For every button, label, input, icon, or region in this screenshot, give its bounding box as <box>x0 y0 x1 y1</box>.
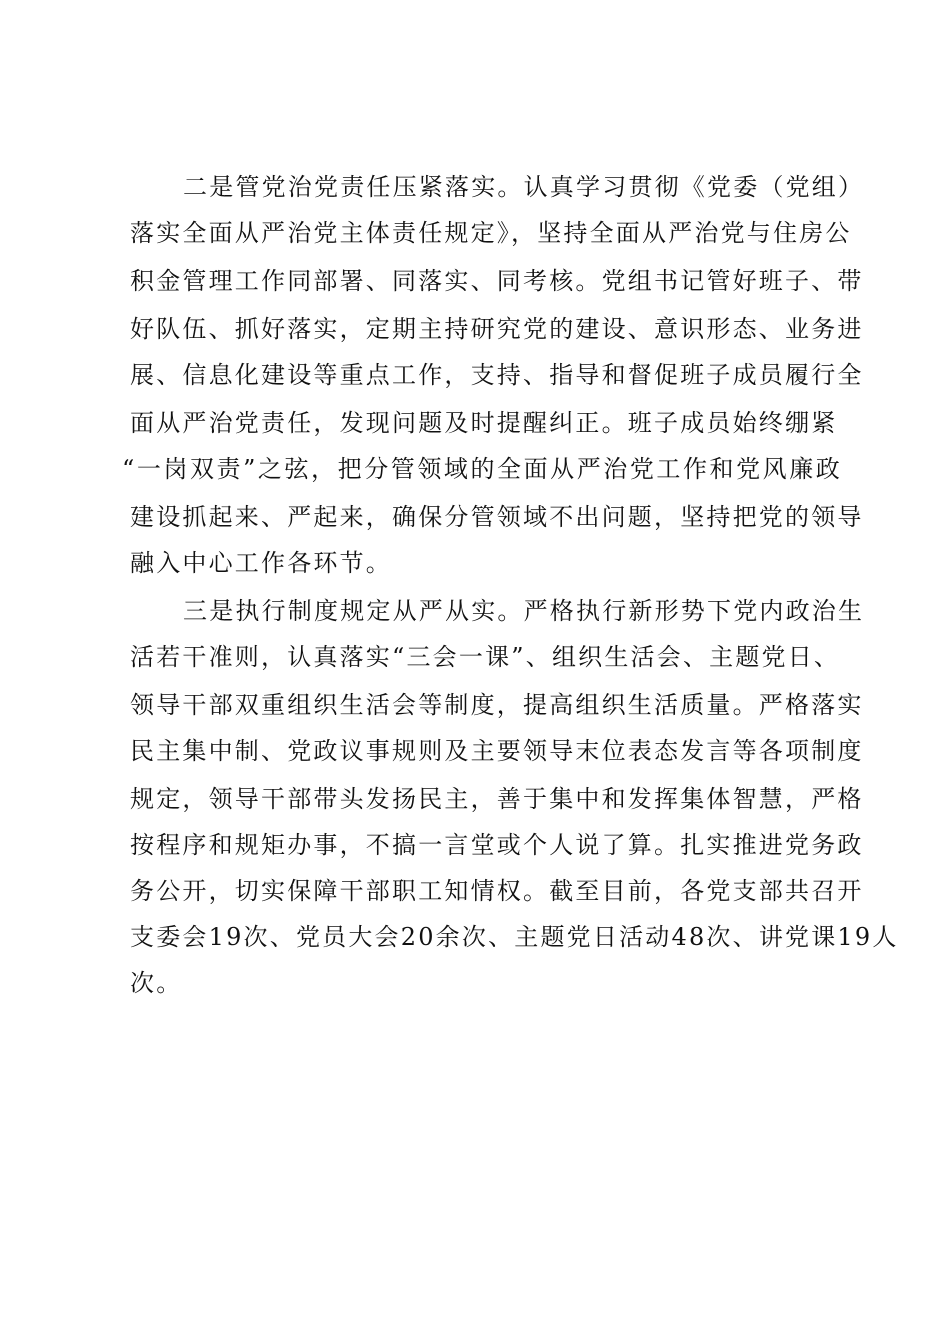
paragraph-1-line-9: 融入中心工作各环节。 <box>130 549 392 577</box>
paragraph-2-line-2: 活若干准则，认真落实“三会一课”、组织生活会、主题党日、 <box>130 643 841 671</box>
paragraph-1-line-5: 展、信息化建设等重点工作，支持、指导和督促班子成员履行全 <box>130 361 864 389</box>
paragraph-1-line-6: 面从严治党责任，发现问题及时提醒纠正。班子成员始终绷紧 <box>130 409 838 437</box>
paragraph-1-line-3: 积金管理工作同部署、同落实、同考核。党组书记管好班子、带 <box>130 267 864 295</box>
paragraph-1-line-2: 落实全面从严治党主体责任规定》，坚持全面从严治党与住房公 <box>130 219 852 247</box>
paragraph-2-line-6: 按程序和规矩办事，不搞一言堂或个人说了算。扎实推进党务政 <box>130 831 864 859</box>
paragraph-2-line-9: 次。 <box>130 969 183 997</box>
paragraph-2-line-7: 务公开，切实保障干部职工知情权。截至目前，各党支部共召开 <box>130 877 864 905</box>
paragraph-2-line-1: 三是执行制度规定从严从实。严格执行新形势下党内政治生 <box>183 597 865 625</box>
paragraph-1-line-1: 二是管党治党责任压紧落实。认真学习贯彻《党委（党组） <box>183 173 865 201</box>
paragraph-2-line-8: 支委会19次、党员大会20余次、主题党日活动48次、讲党课19人 <box>130 923 899 951</box>
paragraph-1-line-7: “一岗双责”之弦，把分管领域的全面从严治党工作和党风廉政 <box>122 455 842 483</box>
paragraph-2-line-5: 规定，领导干部带头发扬民主，善于集中和发挥集体智慧，严格 <box>130 785 864 813</box>
paragraph-2-line-3: 领导干部双重组织生活会等制度，提高组织生活质量。严格落实 <box>130 691 864 719</box>
paragraph-1-line-4: 好队伍、抓好落实，定期主持研究党的建设、意识形态、业务进 <box>130 315 864 343</box>
paragraph-2-line-4: 民主集中制、党政议事规则及主要领导末位表态发言等各项制度 <box>130 737 864 765</box>
paragraph-1-line-8: 建设抓起来、严起来，确保分管领域不出问题，坚持把党的领导 <box>130 503 864 531</box>
